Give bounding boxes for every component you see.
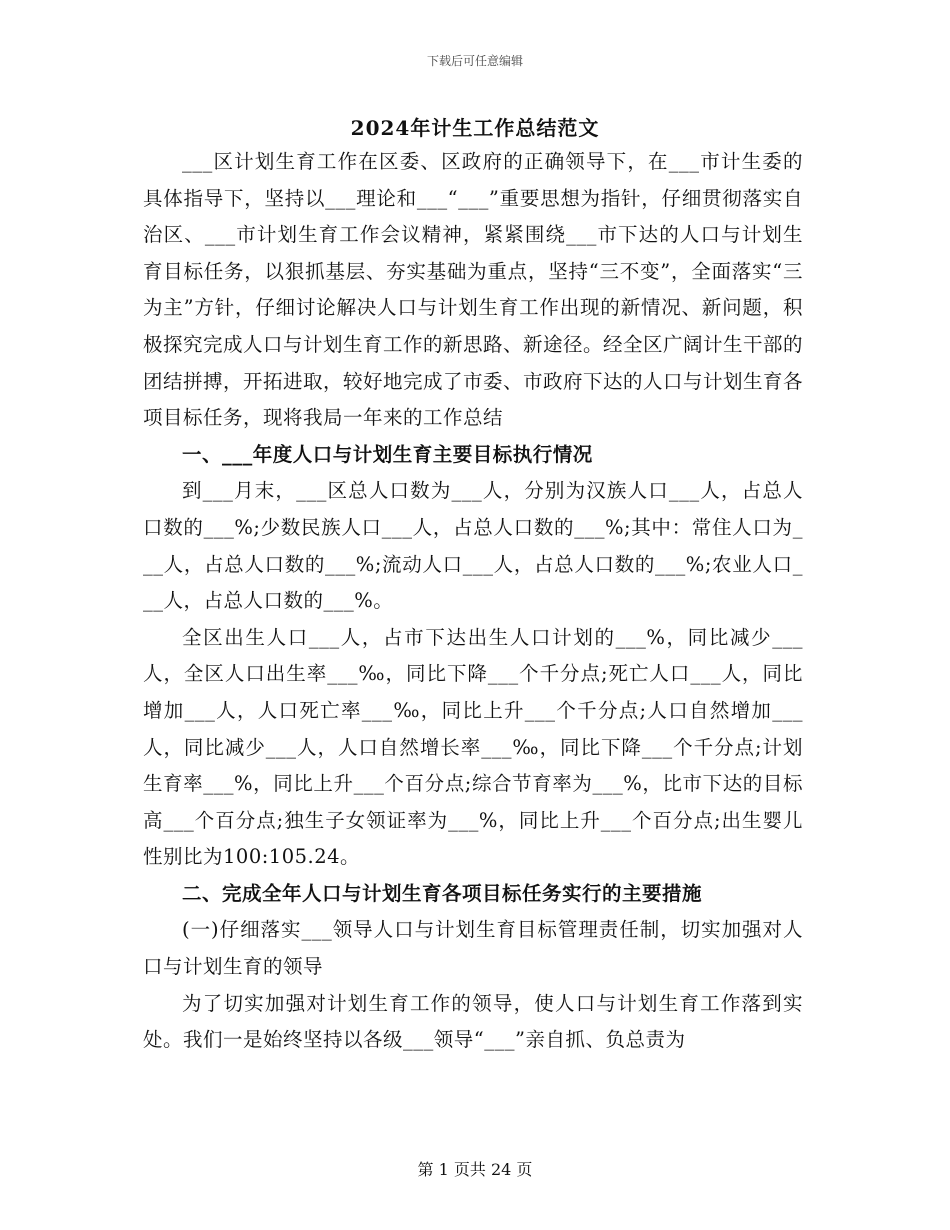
section-heading-2: 二、完成全年人口与计划生育各项目标任务实行的主要措施 — [182, 881, 703, 905]
page-footer: 第 1 页共 24 页 — [417, 1160, 533, 1179]
document-body — [143, 144, 803, 1059]
section-heading-1: 一、___年度人口与计划生育主要目标执行情况 — [182, 442, 593, 466]
document-title: 2024年计生工作总结范文 — [350, 116, 600, 140]
paragraph-intro: ___区计划生育工作在区委、区政府的正确领导下，在___市计生委的具体指导下，坚持以___理论和___“___”重要思想为指针，仔细贯彻落实自治区、___市计划生育工作会议精神，紧紧围绕___市下达的人口与计划生育目标任务，以狠抓基层、夯实基础为重点，坚持“三不变”，全面落实“三为主”方针，仔细讨论解决人口与计划生育工作出现的新情况、新问题，积极探究完成人口与计划生育工作的新思路、新途径。经全区广阔计生干部的团结拼搏，开拓进取，较好地完成了市委、市政府下达的人口与计划生育各项目标任务，现将我局一年来的工作总结 — [143, 150, 804, 430]
paragraph-population: 到___月末，___区总人口数为___人，分别为汉族人口___人，占总人口数的___%;少数民族人口___人，占总人口数的___%;其中：常住人口为___人，占总人口数的___%;流动人口___人，占总人口数的___%;农业人口___人，占总人口数的___%。 — [143, 479, 803, 613]
paragraph-subheading-1: (一)仔细落实___领导人口与计划生育目标管理责任制，切实加强对人口与计划生育的领导 — [143, 918, 803, 979]
paragraph-birth-statistics: 全区出生人口___人，占市下达出生人口计划的___%，同比减少___人，全区人口出生率___‰，同比下降___个千分点;死亡人口___人，同比增加___人，人口死亡率___‰，同比上升___个千分点;人口自然增加___人，同比减少___人，人口自然增长率___‰，同比下降___个千分点;计划生育率___%，同比上升___个百分点;综合节育率为___%，比市下达的目标高___个百分点;独生子女领证率为___%，同比上升___个百分点;出生婴儿性别比为100:105.24。 — [143, 625, 803, 869]
paragraph-leadership: 为了切实加强对计划生育工作的领导，使人口与计划生育工作落到实处。我们一是始终坚持以各级___领导“___”亲自抓、负总责为 — [143, 991, 803, 1052]
page-header: 下载后可任意编辑 — [426, 54, 523, 68]
